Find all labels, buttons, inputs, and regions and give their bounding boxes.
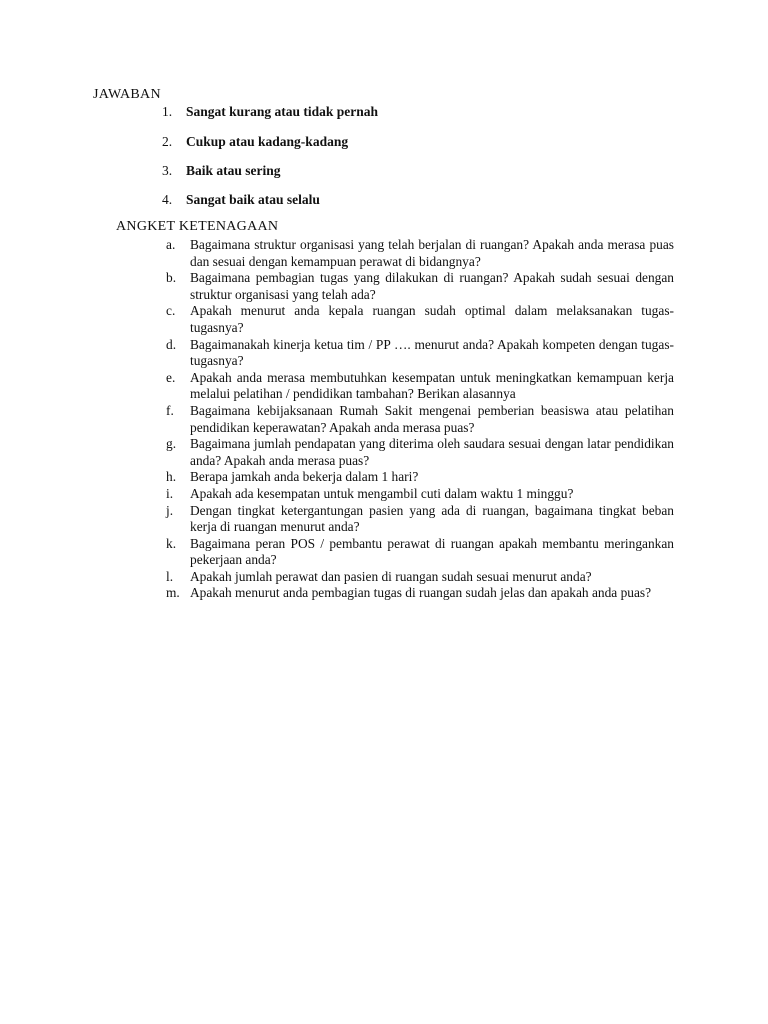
question-letter: f. bbox=[166, 402, 174, 418]
answer-label: Sangat kurang atau tidak pernah bbox=[186, 104, 379, 119]
question-letter: e. bbox=[166, 369, 176, 385]
question-letter: c. bbox=[166, 303, 176, 319]
question-letter: j. bbox=[166, 502, 174, 518]
answer-number: 2. bbox=[162, 134, 173, 149]
answer-number: 4. bbox=[162, 192, 173, 207]
question-letter: k. bbox=[166, 535, 177, 551]
question-text: Bagaimana peran POS / pembantu perawat di ruangan apakah membantu meringankan pekerjaan anda? bbox=[190, 535, 674, 568]
question-text: Apakah menurut anda pembagian tugas di ruangan sudah jelas dan apakah anda puas? bbox=[190, 585, 652, 601]
question-text: Bagaimana jumlah pendapatan yang diterima oleh saudara sesuai dengan latar pendidikan anda? Apakah anda merasa puas? bbox=[190, 436, 674, 468]
question-item-c bbox=[0, 303, 768, 336]
question-text: Bagaimanakah kinerja ketua tim / PP …. menurut anda? Apakah kompeten dengan tugas-tugasnya? bbox=[190, 336, 674, 369]
question-item-i bbox=[0, 486, 768, 503]
question-letter: b. bbox=[166, 270, 177, 286]
question-item-d bbox=[0, 337, 768, 370]
question-text: Bagaimana struktur organisasi yang telah berjalan di ruangan? Apakah anda merasa puas dan sesuai dengan kemampuan perawat di bidangnya? bbox=[190, 237, 674, 269]
answer-number: 1. bbox=[162, 104, 173, 119]
answer-label: Cukup atau kadang-kadang bbox=[186, 134, 349, 149]
question-item-f bbox=[0, 403, 768, 436]
question-list bbox=[0, 237, 768, 602]
answer-label: Sangat baik atau selalu bbox=[186, 192, 320, 207]
question-text: Apakah anda merasa membutuhkan kesempatan untuk meningkatkan kemampuan kerja melalui pelatihan / pendidikan tambahan? Berikan alasannya bbox=[190, 369, 674, 402]
question-text: Bagaimana pembagian tugas yang dilakukan di ruangan? Apakah sudah sesuai dengan struktur organisasi yang telah ada? bbox=[190, 270, 674, 302]
question-item-m bbox=[0, 585, 768, 602]
question-letter: g. bbox=[166, 436, 177, 452]
question-letter: a. bbox=[166, 237, 176, 252]
question-item-k bbox=[0, 536, 768, 569]
question-text: Apakah jumlah perawat dan pasien di ruangan sudah sesuai menurut anda? bbox=[190, 568, 592, 584]
question-letter: d. bbox=[166, 336, 177, 352]
question-letter: h. bbox=[166, 469, 177, 485]
question-item-g bbox=[0, 436, 768, 469]
question-item-e bbox=[0, 370, 768, 403]
answer-number: 3. bbox=[162, 163, 173, 178]
question-item-l bbox=[0, 569, 768, 586]
question-text: Apakah ada kesempatan untuk mengambil cuti dalam waktu 1 minggu? bbox=[190, 485, 574, 501]
jawaban-heading: JAWABAN bbox=[93, 87, 161, 102]
question-item-j bbox=[0, 503, 768, 536]
question-letter: i. bbox=[166, 485, 174, 501]
question-letter: m. bbox=[166, 585, 180, 601]
angket-heading: ANGKET KETENAGAAN bbox=[116, 219, 279, 234]
question-text: Berapa jamkah anda bekerja dalam 1 hari? bbox=[190, 469, 419, 485]
question-text: Dengan tingkat ketergantungan pasien yang ada di ruangan, bagaimana tingkat beban kerja di ruangan menurut anda? bbox=[190, 502, 674, 535]
question-text: Apakah menurut anda kepala ruangan sudah optimal dalam melaksanakan tugas- tugasnya? bbox=[190, 303, 674, 335]
question-item-b bbox=[0, 270, 768, 303]
question-item-a bbox=[0, 237, 768, 270]
question-text: Bagaimana kebijaksanaan Rumah Sakit mengenai pemberian beasiswa atau pelatihan pendidikan keperawatan? Apakah anda merasa puas? bbox=[190, 402, 674, 435]
question-item-h bbox=[0, 469, 768, 486]
answer-label: Baik atau sering bbox=[186, 163, 281, 178]
question-letter: l. bbox=[166, 568, 174, 584]
